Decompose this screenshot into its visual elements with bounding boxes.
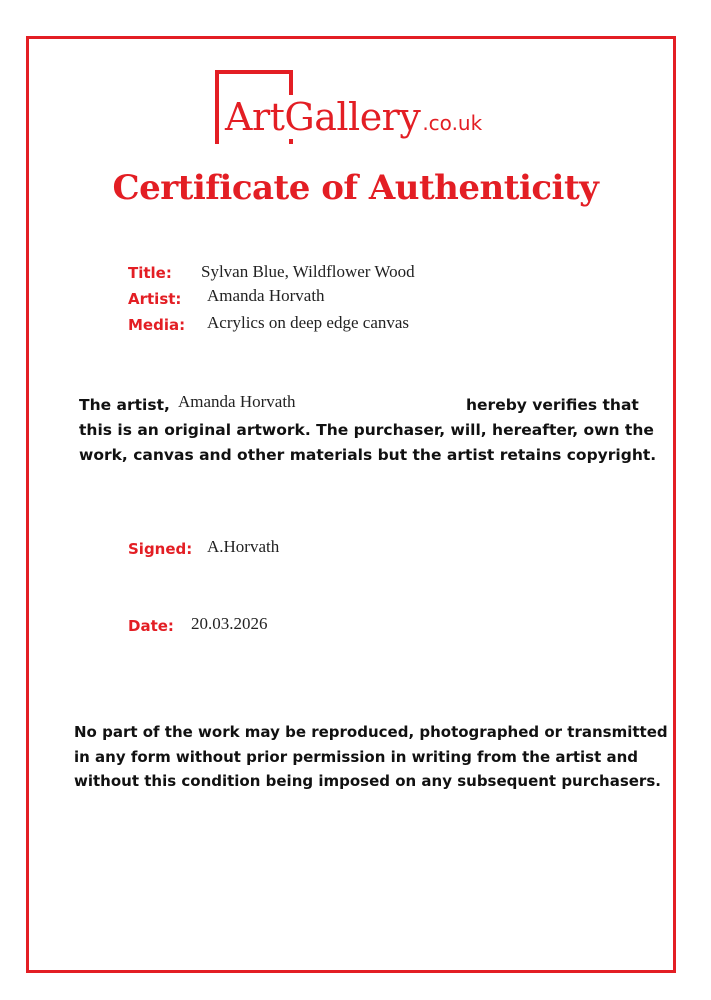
title-value: Sylvan Blue, Wildflower Wood [201, 262, 415, 281]
verification-suffix: hereby verifies that [466, 396, 639, 414]
footer-line-3: without this condition being imposed on any subsequent purchasers. [74, 772, 661, 790]
media-value: Acrylics on deep edge canvas [207, 313, 410, 332]
signed-label: Signed: [128, 540, 193, 558]
media-label: Media: [128, 316, 186, 334]
signature-value: A.Horvath [207, 537, 280, 556]
footer-line-1: No part of the work may be reproduced, photographed or transmitted [74, 723, 668, 741]
certificate-title: Certificate of Authenticity [112, 168, 599, 208]
artist-label: Artist: [128, 290, 182, 308]
artgallery-logo [215, 70, 525, 150]
verification-artist-name: Amanda Horvath [178, 392, 296, 411]
verification-line-2: this is an original artwork. The purchaser, will, hereafter, own the [79, 421, 654, 439]
verification-line-3: work, canvas and other materials but the artist retains copyright. [79, 446, 657, 464]
date-label: Date: [128, 617, 174, 635]
artist-value: Amanda Horvath [207, 286, 325, 305]
logo-suffix-text: .co.uk [422, 111, 483, 135]
title-label: Title: [128, 264, 172, 282]
logo-main-text: ArtGallery [225, 95, 421, 139]
footer-line-2: in any form without prior permission in writing from the artist and [74, 748, 639, 766]
verification-prefix: The artist, [79, 396, 170, 414]
date-value: 20.03.2026 [191, 614, 268, 633]
